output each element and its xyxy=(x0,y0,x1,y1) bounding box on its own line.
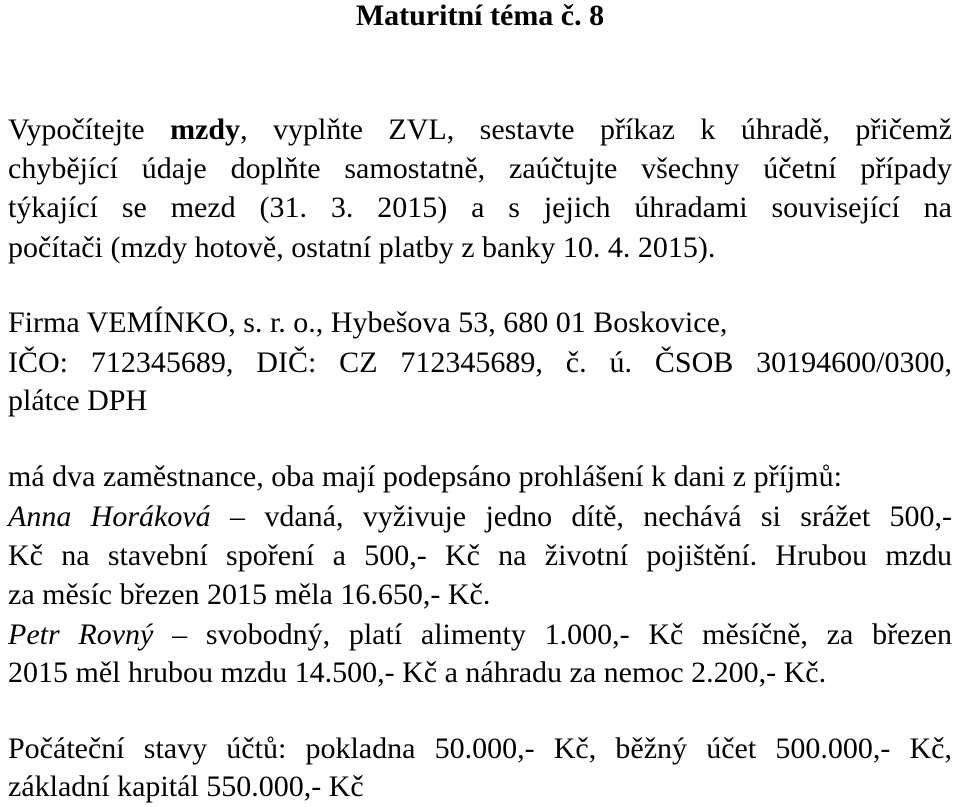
company-line-1: Firma VEMÍNKO, s. r. o., Hybešova 53, 680 01 Boskovice, xyxy=(8,306,728,339)
employee-anna-line-2: Kč na stavební spoření a 500,- Kč na životní pojištění. Hrubou mzdu xyxy=(8,539,952,572)
task-line-1 xyxy=(8,112,952,148)
employee-anna-details-1: – vdaná, vyživuje jedno dítě, nechává si srážet 500,- xyxy=(210,500,952,533)
task-keyword-mzdy: mzdy xyxy=(170,113,241,146)
company-line-2: IČO: 712345689, DIČ: CZ 712345689, č. ú. ČSOB 30194600/0300, xyxy=(8,346,952,379)
employees-intro: má dva zaměstnance, oba mají podepsáno prohlášení k dani z příjmů: xyxy=(8,460,842,493)
document-title: Maturitní téma č. 8 xyxy=(355,0,605,32)
employee-petr-details-1: – svobodný, platí alimenty 1.000,- Kč měsíčně, za březen xyxy=(153,618,953,651)
employee-anna-name: Anna Horáková xyxy=(8,500,211,533)
task-line-1-pre: Vypočítejte xyxy=(8,113,171,146)
task-line-2: chybějící údaje doplňte samostatně, zaúčtujte všechny účetní případy xyxy=(8,152,952,185)
balances-line-2: základní kapitál 550.000,- Kč xyxy=(8,770,364,803)
employee-petr-name: Petr Rovný xyxy=(8,618,154,651)
employee-anna-line-1 xyxy=(8,499,952,535)
employee-anna-line-3: za měsíc březen 2015 měla 16.650,- Kč. xyxy=(8,578,491,611)
employee-petr-line-1 xyxy=(8,617,952,653)
employee-petr-line-2: 2015 měl hrubou mzdu 14.500,- Kč a náhradu za nemoc 2.200,- Kč. xyxy=(8,656,827,689)
task-line-4: počítači (mzdy hotově, ostatní platby z banky 10. 4. 2015). xyxy=(8,231,716,264)
balances-line-1: Počáteční stavy účtů: pokladna 50.000,- Kč, běžný účet 500.000,- Kč, xyxy=(8,732,952,765)
company-line-3: plátce DPH xyxy=(8,384,148,417)
task-line-3: týkající se mezd (31. 3. 2015) a s jejich úhradami související na xyxy=(8,191,952,224)
task-line-1-post: , vyplňte ZVL, sestavte příkaz k úhradě, přičemž xyxy=(240,113,952,146)
